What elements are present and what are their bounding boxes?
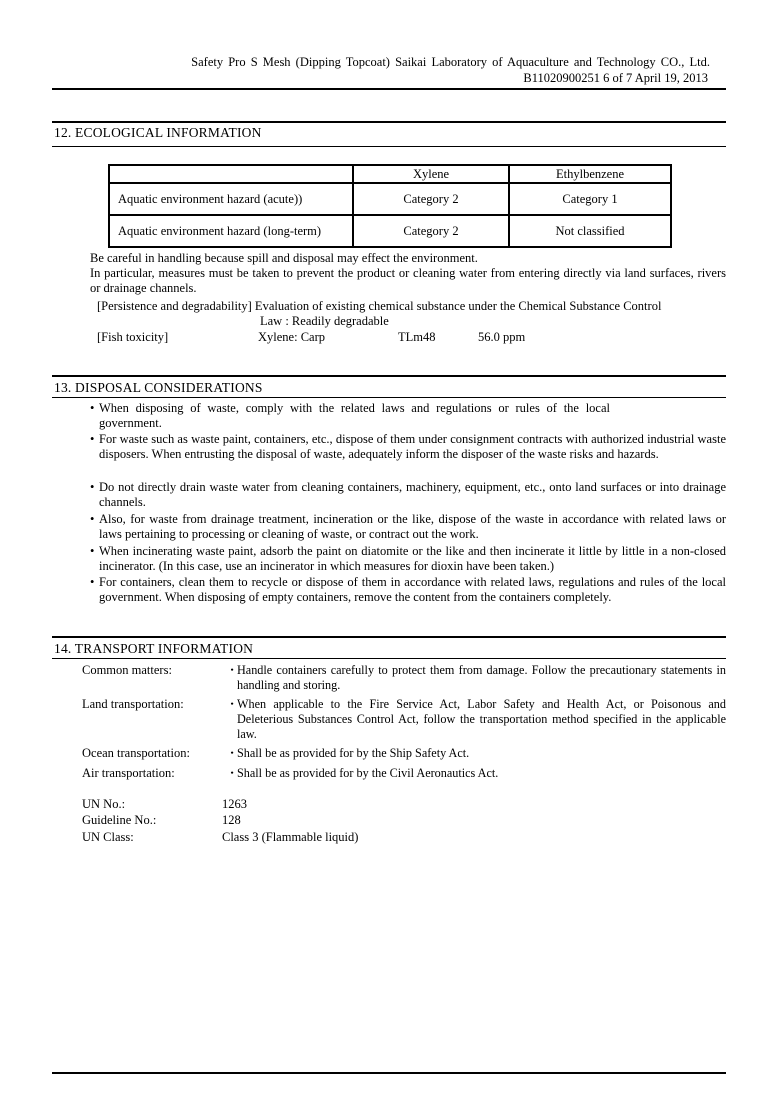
fish-toxicity-label: [Fish toxicity] <box>97 330 169 344</box>
section-13-title: 13. DISPOSAL CONSIDERATIONS <box>54 380 263 395</box>
bullet-icon: • <box>90 512 95 526</box>
transport-label: Ocean transportation: <box>82 746 190 760</box>
disposal-item-text: For containers, clean them to recycle or dispose of them in accordance with related laws, regulations and rules of the local government. When disposing of empty containers, remove the content from the containers completely. <box>99 575 726 604</box>
table-cell: Category 2 <box>353 183 509 215</box>
fish-toxicity-value: 56.0 ppm <box>478 330 526 344</box>
transport-value-text: Shall be as provided for by the Ship Safety Act. <box>237 746 470 760</box>
ecological-hazard-table <box>108 164 672 248</box>
disposal-item <box>90 575 726 605</box>
transport-value <box>226 766 726 781</box>
persistence-result: Law : Readily degradable <box>260 314 389 328</box>
transport-value-text: Handle containers carefully to protect them from damage. Follow the precautionary statements in handling and storing. <box>237 663 726 692</box>
bullet-icon: • <box>90 544 95 558</box>
disposal-item-text: When incinerating waste paint, adsorb the paint on diatomite or the like and then incinerate it little by little in a non-closed incinerator. (In this case, use an incinerator in which measures for dioxin have been taken.) <box>99 544 726 573</box>
header-divider <box>52 88 726 90</box>
table-row <box>109 183 671 215</box>
fish-toxicity-species: Xylene: Carp <box>258 330 325 344</box>
un-number-label: UN No.: <box>82 797 126 811</box>
bullet-icon: • <box>90 480 95 494</box>
table-header-cell: Xylene <box>353 165 509 183</box>
transport-value <box>226 697 726 742</box>
header-title: Safety Pro S Mesh (Dipping Topcoat) Saikai Laboratory of Aquaculture and Technology CO., Ltd. <box>191 55 710 69</box>
bullet-icon: ・ <box>226 746 239 760</box>
disposal-item-text: When disposing of waste, comply with the related laws and regulations or rules of the local government. <box>99 401 610 430</box>
un-number-value: 1263 <box>222 797 247 811</box>
disposal-item-text: For waste such as waste paint, containers, etc., dispose of them under consignment contracts with authorized industrial waste disposers. When entrusting the disposal of waste, adequately inform the disposer of the waste risks and hazards. <box>99 432 726 461</box>
section-14-title-rule <box>52 658 726 659</box>
disposal-item <box>90 512 726 542</box>
disposal-item <box>90 544 726 574</box>
table-cell: Aquatic environment hazard (acute)) <box>109 183 353 215</box>
footer-divider <box>52 1072 726 1074</box>
section-13-top-rule <box>52 375 726 377</box>
bullet-icon: • <box>90 401 95 415</box>
section-14-top-rule <box>52 636 726 638</box>
disposal-item <box>90 432 726 462</box>
table-header-row <box>109 165 671 183</box>
transport-value-text: When applicable to the Fire Service Act, Labor Safety and Health Act, or Poisonous and Deleterious Substances Control Act, follow the transportation method specified in the applicable law. <box>237 697 726 741</box>
bullet-icon: • <box>90 432 95 446</box>
fish-toxicity-metric: TLm48 <box>398 330 436 344</box>
section-12-title: 12. ECOLOGICAL INFORMATION <box>54 125 262 140</box>
transport-label: Common matters: <box>82 663 172 677</box>
transport-value <box>226 746 726 761</box>
transport-label: Land transportation: <box>82 697 184 711</box>
disposal-item <box>90 480 726 510</box>
table-cell: Not classified <box>509 215 671 247</box>
un-class-label: UN Class: <box>82 830 134 844</box>
un-class-value: Class 3 (Flammable liquid) <box>222 830 359 844</box>
transport-value-text: Shall be as provided for by the Civil Aeronautics Act. <box>237 766 499 780</box>
environment-measures-text: In particular, measures must be taken to prevent the product or cleaning water from entering directly via land surfaces, rivers or drainage channels. <box>90 266 726 295</box>
guideline-value: 128 <box>222 813 241 827</box>
section-12-title-rule <box>52 146 726 147</box>
section-12-top-rule <box>52 121 726 123</box>
section-13-title-rule <box>52 397 726 398</box>
guideline-label: Guideline No.: <box>82 813 157 827</box>
table-header-cell <box>109 165 353 183</box>
environment-measures <box>90 266 726 296</box>
disposal-item-text: Also, for waste from drainage treatment, incineration or the like, dispose of the waste in accordance with related laws or laws pertaining to processing or cleaning of waste, or contract out the work. <box>99 512 726 541</box>
environment-caution: Be careful in handling because spill and disposal may effect the environment. <box>90 251 478 265</box>
disposal-item <box>90 401 610 431</box>
disposal-item-text: Do not directly drain waste water from cleaning containers, machinery, equipment, etc., onto land surfaces or into drainage channels. <box>99 480 726 509</box>
table-cell: Category 2 <box>353 215 509 247</box>
persistence-info: [Persistence and degradability] Evaluation of existing chemical substance under the Chemical Substance Control <box>97 299 662 313</box>
bullet-icon: ・ <box>226 697 239 711</box>
table-cell: Aquatic environment hazard (long-term) <box>109 215 353 247</box>
bullet-icon: • <box>90 575 95 589</box>
transport-value <box>226 663 726 693</box>
transport-label: Air transportation: <box>82 766 175 780</box>
bullet-icon: ・ <box>226 663 239 677</box>
table-row <box>109 215 671 247</box>
bullet-icon: ・ <box>226 766 239 780</box>
table-cell: Category 1 <box>509 183 671 215</box>
table-header-cell: Ethylbenzene <box>509 165 671 183</box>
section-14-title: 14. TRANSPORT INFORMATION <box>54 641 254 656</box>
header-doc-info: B11020900251 6 of 7 April 19, 2013 <box>523 71 708 85</box>
